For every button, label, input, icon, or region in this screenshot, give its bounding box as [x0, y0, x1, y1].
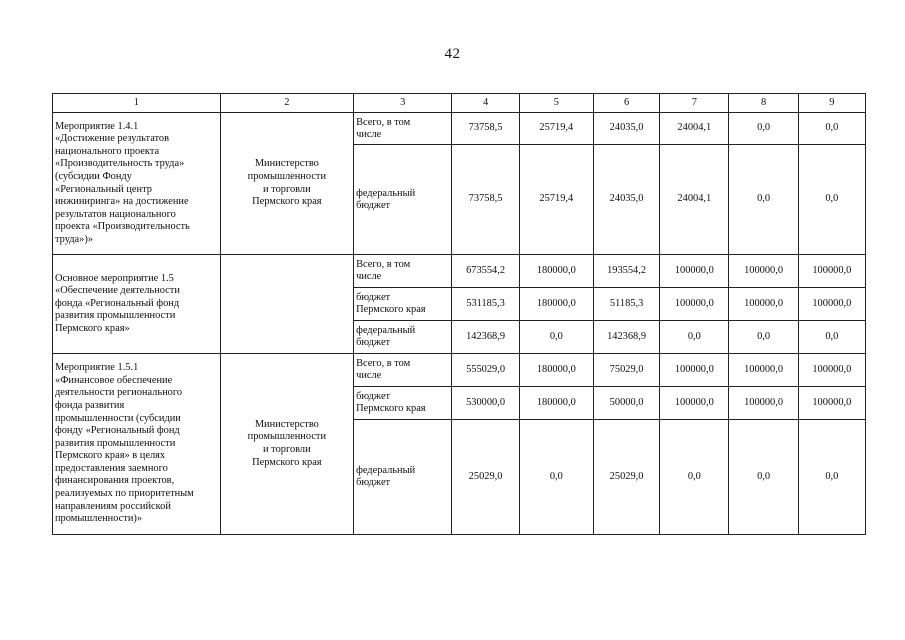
value-cell: 24004,1 — [660, 145, 729, 255]
page-number: 42 — [444, 46, 461, 62]
value-cell: 100000,0 — [729, 354, 798, 387]
value-cell: 555029,0 — [452, 354, 519, 387]
value-cell: 142368,9 — [452, 321, 519, 354]
value-cell: 0,0 — [798, 113, 865, 145]
value-cell: 0,0 — [798, 420, 865, 535]
funding-type-cell: бюджет Пермского края — [354, 288, 452, 321]
value-cell: 25029,0 — [452, 420, 519, 535]
funding-type-cell: бюджет Пермского края — [354, 387, 452, 420]
value-cell: 0,0 — [729, 113, 798, 145]
value-cell: 100000,0 — [729, 255, 798, 288]
funding-type-cell: Всего, в том числе — [354, 255, 452, 288]
activity-cell: Мероприятие 1.4.1 «Достижение результатов национального проекта «Производительность труда» (субсидии Фонду «Региональный центр инжиниринга» на достижение результатов национального проекта «Производительность труда»)» — [53, 113, 221, 255]
header-row — [53, 94, 866, 113]
column-header: 1 — [53, 94, 221, 113]
value-cell: 180000,0 — [519, 387, 593, 420]
funding-type-cell: федеральный бюджет — [354, 321, 452, 354]
value-cell: 50000,0 — [593, 387, 659, 420]
column-header: 4 — [452, 94, 519, 113]
value-cell: 180000,0 — [519, 354, 593, 387]
activity-cell: Основное мероприятие 1.5 «Обеспечение деятельности фонда «Региональный фонд развития промышленности Пермского края» — [53, 255, 221, 354]
column-header: 6 — [593, 94, 659, 113]
value-cell: 51185,3 — [593, 288, 659, 321]
value-cell: 193554,2 — [593, 255, 659, 288]
value-cell: 0,0 — [519, 420, 593, 535]
table-row — [53, 113, 866, 145]
funding-type-cell: федеральный бюджет — [354, 145, 452, 255]
ministry-cell: Министерство промышленности и торговли Пермского края — [220, 354, 353, 535]
value-cell: 100000,0 — [729, 288, 798, 321]
value-cell: 100000,0 — [798, 255, 865, 288]
value-cell: 100000,0 — [660, 288, 729, 321]
funding-type-cell: Всего, в том числе — [354, 113, 452, 145]
value-cell: 73758,5 — [452, 145, 519, 255]
column-header: 8 — [729, 94, 798, 113]
value-cell: 73758,5 — [452, 113, 519, 145]
value-cell: 0,0 — [519, 321, 593, 354]
value-cell: 0,0 — [798, 145, 865, 255]
value-cell: 100000,0 — [798, 288, 865, 321]
value-cell: 100000,0 — [798, 387, 865, 420]
value-cell: 180000,0 — [519, 255, 593, 288]
activity-cell: Мероприятие 1.5.1 «Финансовое обеспечение деятельности регионального фонда развития промышленности (субсидии фонду «Региональный фонд развития промышленности Пермского края» в целях предоставления заемного финансирования проектов, реализуемых по приоритетным направлениям российской промышленности)» — [53, 354, 221, 535]
value-cell: 0,0 — [798, 321, 865, 354]
table-row — [53, 255, 866, 288]
column-header: 5 — [519, 94, 593, 113]
value-cell: 24035,0 — [593, 113, 659, 145]
value-cell: 531185,3 — [452, 288, 519, 321]
value-cell: 24035,0 — [593, 145, 659, 255]
ministry-cell: Министерство промышленности и торговли Пермского края — [220, 113, 353, 255]
value-cell: 25719,4 — [519, 145, 593, 255]
value-cell: 673554,2 — [452, 255, 519, 288]
value-cell: 100000,0 — [660, 354, 729, 387]
value-cell: 0,0 — [729, 145, 798, 255]
column-header: 2 — [220, 94, 353, 113]
value-cell: 100000,0 — [660, 387, 729, 420]
value-cell: 100000,0 — [660, 255, 729, 288]
value-cell: 142368,9 — [593, 321, 659, 354]
column-header: 3 — [354, 94, 452, 113]
value-cell: 180000,0 — [519, 288, 593, 321]
ministry-cell — [220, 255, 353, 354]
budget-table — [52, 93, 866, 535]
value-cell: 0,0 — [660, 321, 729, 354]
value-cell: 0,0 — [729, 321, 798, 354]
funding-type-cell: федеральный бюджет — [354, 420, 452, 535]
value-cell: 75029,0 — [593, 354, 659, 387]
value-cell: 0,0 — [660, 420, 729, 535]
value-cell: 100000,0 — [729, 387, 798, 420]
funding-type-cell: Всего, в том числе — [354, 354, 452, 387]
column-header: 9 — [798, 94, 865, 113]
value-cell: 100000,0 — [798, 354, 865, 387]
value-cell: 25719,4 — [519, 113, 593, 145]
value-cell: 530000,0 — [452, 387, 519, 420]
value-cell: 25029,0 — [593, 420, 659, 535]
table-row — [53, 354, 866, 387]
column-header: 7 — [660, 94, 729, 113]
value-cell: 0,0 — [729, 420, 798, 535]
value-cell: 24004,1 — [660, 113, 729, 145]
